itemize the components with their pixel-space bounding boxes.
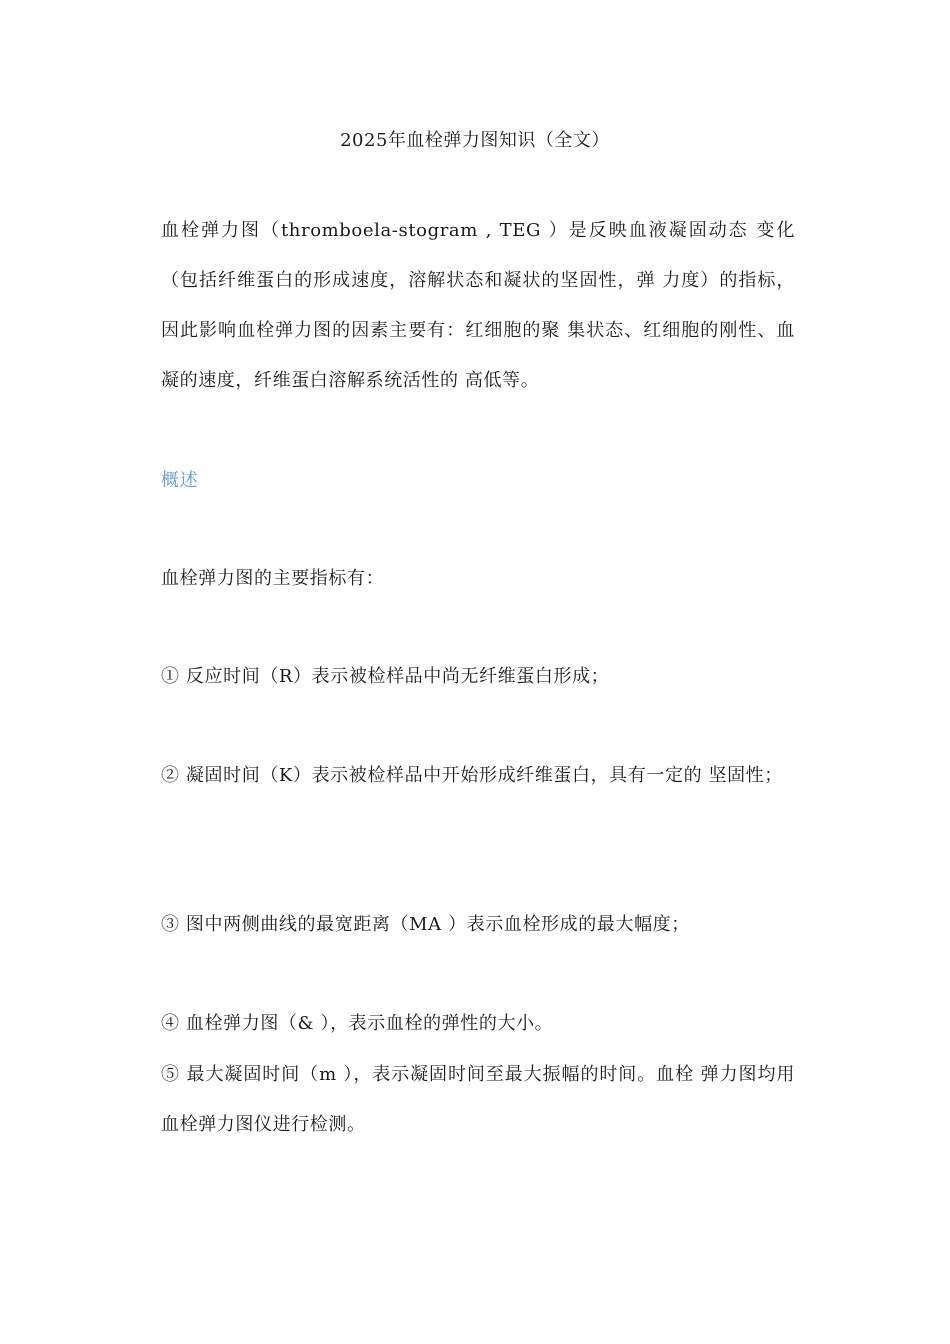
document-title: 2025年血栓弹力图知识（全文） [340, 130, 610, 151]
indicator-item-ma: ③ 图中两侧曲线的最宽距离（MA ）表示血栓形成的最大幅度； [161, 914, 690, 935]
section-heading-overview: 概述 [161, 470, 199, 491]
indicator-item-r: ① 反应时间（R）表示被检样品中尚无纤维蛋白形成； [161, 666, 610, 687]
intro-paragraph: 血栓弹力图（thromboela-stogram , TEG ）是反映血液凝固动态 变化（包括纤维蛋白的形成速度，溶解状态和凝状的坚固性，弹 力度）的指标，因此影响血栓弹力图的因素主要有：红细胞的聚 集状态、红细胞的刚性、血凝的速度，纤维蛋白溶解系统活性的 高低等。 [161, 220, 795, 391]
indicator-item-elasticity: ④ 血栓弹力图（& ），表示血栓的弹性的大小。 [161, 1013, 554, 1034]
indicator-item-max-time: ⑤ 最大凝固时间（m ），表示凝固时间至最大振幅的时间。血栓 弹力图均用血栓弹力图仪进行检测。 [161, 1064, 795, 1135]
main-indicators-paragraph: 血栓弹力图的主要指标有： [161, 568, 385, 589]
indicator-item-k: ② 凝固时间（K）表示被检样品中开始形成纤维蛋白，具有一定的 坚固性； [161, 765, 783, 786]
